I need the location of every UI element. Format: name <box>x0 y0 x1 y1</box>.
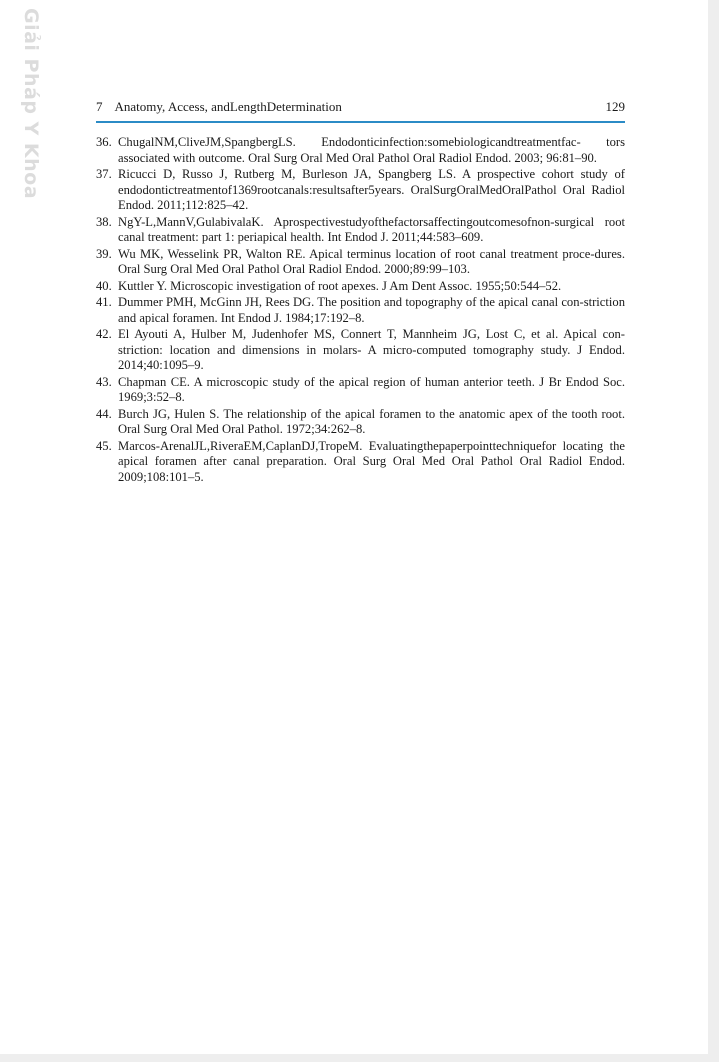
reference-number: 41. <box>96 295 112 309</box>
reference-item <box>96 375 625 406</box>
reference-text: NgY-L,MannV,GulabivalaK. Aprospectivestudyofthefactorsaffectingoutcomesofnon-surgical root canal treatment: part 1: periapical health. Int Endod J. 2011;44:583–609. <box>118 214 625 244</box>
reference-text: Marcos-ArenalJL,RiveraEM,CaplanDJ,TropeM. Evaluatingthepaperpointtechniquefor locating the apical foramen after canal preparation. Oral Surg Oral Med Oral Pathol Oral Radiol Endod. 2009;108:101–5. <box>118 438 625 484</box>
reference-list <box>96 135 625 486</box>
reference-item <box>96 247 625 278</box>
reference-item <box>96 439 625 486</box>
reference-text: Chapman CE. A microscopic study of the apical region of human anterior teeth. J Br Endod Soc. 1969;3:52–8. <box>118 374 625 404</box>
reference-text: Burch JG, Hulen S. The relationship of the apical foramen to the anatomic apex of the tooth root. Oral Surg Oral Med Oral Pathol. 1972;34:262–8. <box>118 406 625 436</box>
chapter-heading <box>96 99 342 115</box>
reference-item <box>96 167 625 214</box>
reference-number: 39. <box>96 246 112 261</box>
reference-item <box>96 135 625 166</box>
reference-item <box>96 407 625 438</box>
reference-text: ChugalNM,CliveJM,SpangbergLS. Endodonticinfection:somebiologicandtreatmentfac- tors associated with outcome. Oral Surg Oral Med Oral Pathol Oral Radiol Endod. 2003; 96:81–90. <box>118 135 625 165</box>
reference-number: 45. <box>96 438 112 453</box>
reference-number: 40. <box>96 278 112 293</box>
reference-item <box>96 215 625 246</box>
reference-item <box>96 279 625 295</box>
chapter-title: Anatomy, Access, andLengthDetermination <box>114 99 342 114</box>
reference-text: Wu MK, Wesselink PR, Walton RE. Apical terminus location of root canal treatment proce-dures. Oral Surg Oral Med Oral Pathol Oral Radiol Endod. 2000;89:99–103. <box>118 246 625 276</box>
page-number: 129 <box>605 99 625 114</box>
reference-text: Ricucci D, Russo J, Rutberg M, Burleson JA, Spangberg LS. A prospective cohort study of endodontictreatmentof1369rootcanals:resultsafter5years. OralSurgOralMedOralPathol Oral Radiol Endod. 2011;112:825–42. <box>118 167 625 212</box>
reference-number: 42. <box>96 327 112 341</box>
reference-number: 44. <box>96 406 112 421</box>
header-rule <box>96 121 625 123</box>
reference-text: El Ayouti A, Hulber M, Judenhofer MS, Connert T, Mannheim JG, Lost C, et al. Apical con-striction: location and dimensions in molars- A micro-computed tomography study. J Endod. 2014;40:1095–9. <box>118 327 625 372</box>
chapter-number: 7 <box>96 99 103 114</box>
reference-item <box>96 327 625 374</box>
reference-text: Dummer PMH, McGinn JH, Rees DG. The position and topography of the apical canal con-striction and apical foramen. Int Endod J. 1984;17:192–8. <box>118 295 625 325</box>
reference-item <box>96 295 625 326</box>
reference-number: 38. <box>96 214 112 229</box>
reference-number: 37. <box>96 167 112 181</box>
reference-number: 36. <box>96 135 112 149</box>
reference-text: Kuttler Y. Microscopic investigation of root apexes. J Am Dent Assoc. 1955;50:544–52. <box>118 278 562 293</box>
watermark: Giải Pháp Y Khoa <box>20 8 42 200</box>
reference-number: 43. <box>96 374 112 389</box>
